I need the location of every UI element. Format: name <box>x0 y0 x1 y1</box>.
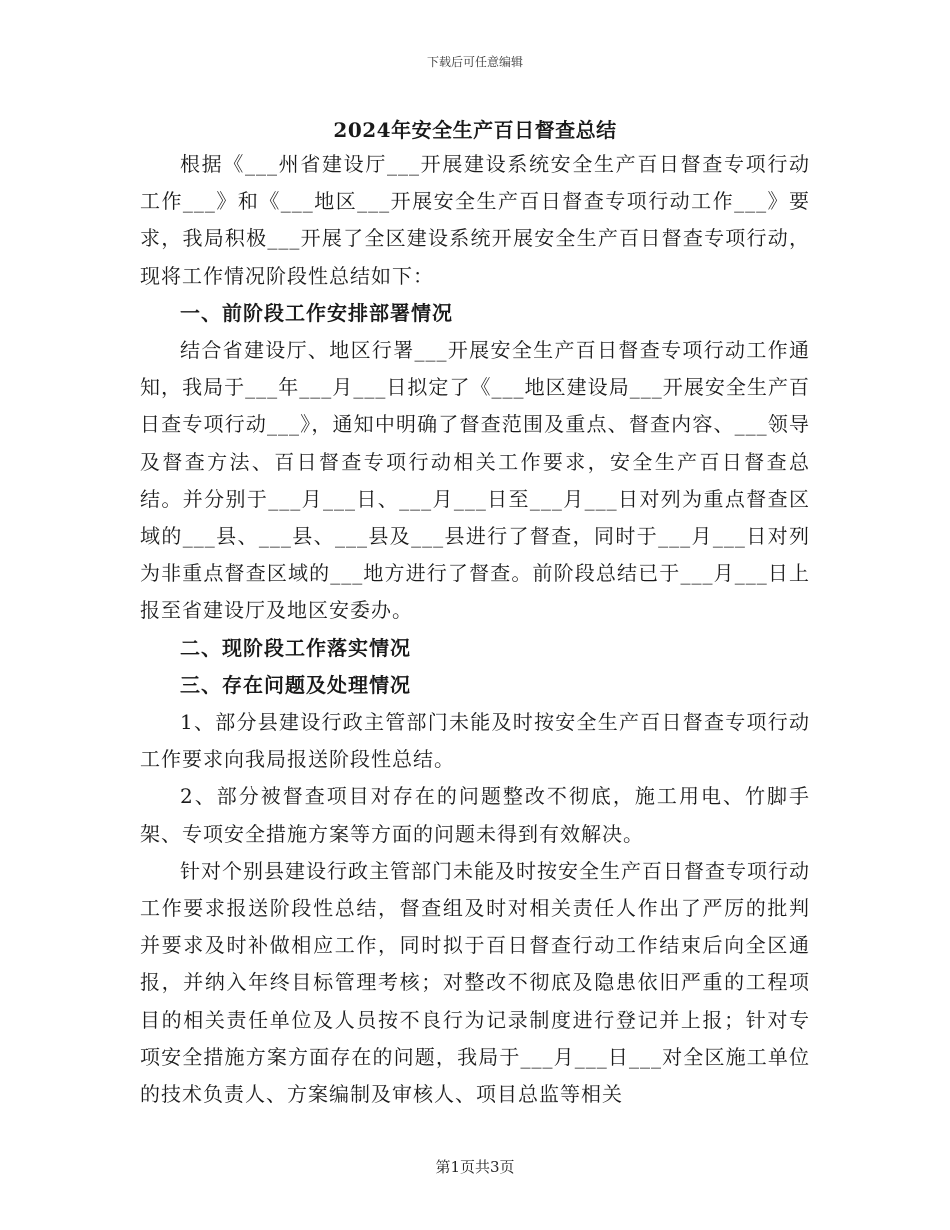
document-body <box>140 146 810 1113</box>
paragraph-issue-2: 2、部分被督查项目对存在的问题整改不彻底，施工用电、竹脚手架、专项安全措施方案等方面的问题未得到有效解决。 <box>140 784 810 846</box>
paragraph-handling: 针对个别县建设行政主管部门未能及时按安全生产百日督查专项行动工作要求报送阶段性总结，督查组及时对相关责任人作出了严厉的批判并要求及时补做相应工作，同时拟于百日督查行动工作结束后向全区通报，并纳入年终目标管理考核；对整改不彻底及隐患依旧严重的工程项目的相关责任单位及人员按不良行为记录制度进行登记并上报；针对专项安全措施方案方面存在的问题，我局于___月___日___对全区施工单位的技术负责人、方案编制及审核人、项目总监等相关 <box>140 858 810 1107</box>
paragraph-section-1: 结合省建设厅、地区行署___开展安全生产百日督查专项行动工作通知，我局于___年___月___日拟定了《___地区建设局___开展安全生产百日查专项行动___》，通知中明确了督查范围及重点、督查内容、___领导及督查方法、百日督查专项行动相关工作要求，安全生产百日督查总结。并分别于___月___日、___月___日至___月___日对列为重点督查区域的___县、___县、___县及___县进行了督查，同时于___月___日对列为非重点督查区域的___地方进行了督查。前阶段总结已于___月___日上报至省建设厅及地区安委办。 <box>140 338 810 623</box>
paragraph-intro: 根据《___州省建设厅___开展建设系统安全生产百日督查专项行动工作___》和《___地区___开展安全生产百日督查专项行动工作___》要求，我局积极___开展了全区建设系统开展安全生产百日督查专项行动，现将工作情况阶段性总结如下： <box>140 152 810 288</box>
section-heading-3: 三、存在问题及处理情况 <box>180 672 411 697</box>
document-title: 2024年安全生产百日督查总结 <box>333 118 617 142</box>
section-heading-1: 一、前阶段工作安排部署情况 <box>180 300 453 325</box>
paragraph-issue-1: 1、部分县建设行政主管部门未能及时按安全生产百日督查专项行动工作要求向我局报送阶段性总结。 <box>140 710 810 772</box>
page-number: 第1页共3页 <box>435 1158 515 1176</box>
section-heading-2: 二、现阶段工作落实情况 <box>180 635 411 660</box>
download-note: 下载后可任意编辑 <box>426 55 523 69</box>
